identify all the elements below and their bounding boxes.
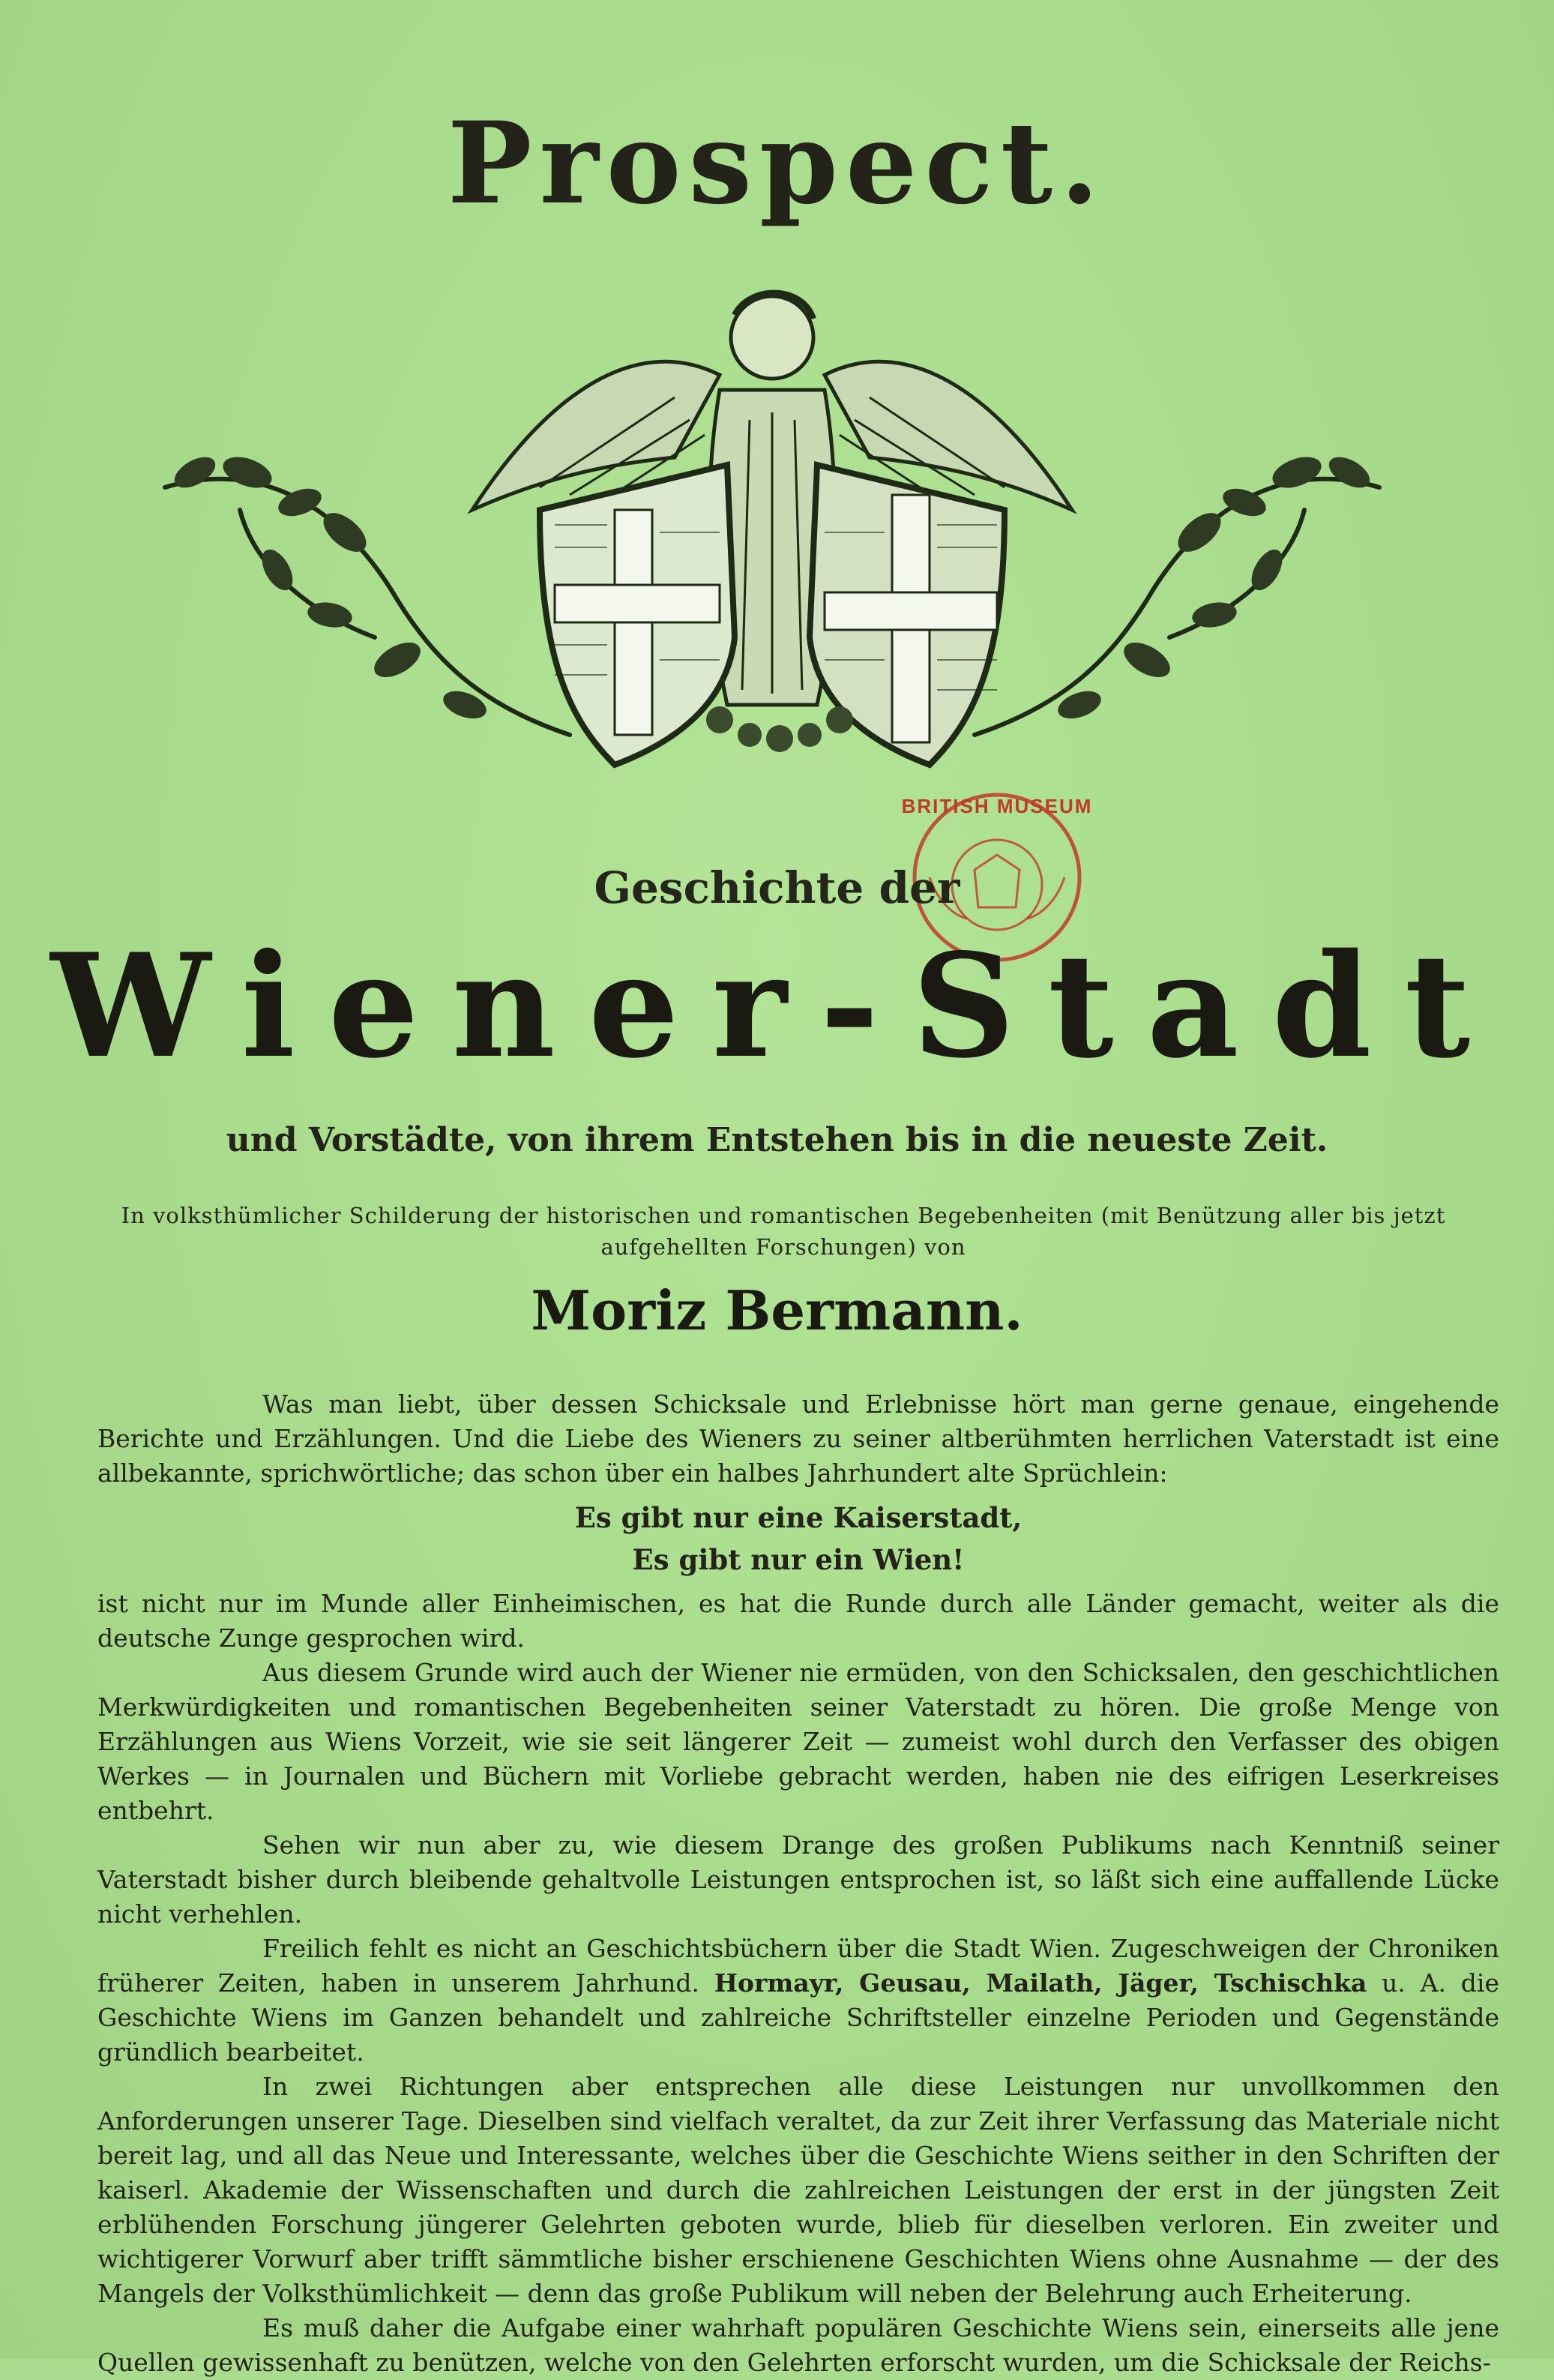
historian-names: Hormayr, Geusau, Mailath, Jäger, Tschischka bbox=[714, 1968, 1367, 1998]
paragraph-7: Es muß daher die Aufgabe einer wahrhaft populären Geschichte Wiens sein, einerseits alle jene Quellen gewissenhaft zu benützen, welche von den Gelehrten erforscht wurden, um die Schicksale der Reichs- bbox=[97, 2313, 1499, 2377]
paragraph-4: Sehen wir nun aber zu, wie diesem Drange des großen Publikums nach Kenntniß seiner Vaterstadt bisher durch bleibende gehaltvolle Leistungen entsprochen ist, so läßt sich eine auffallende Lücke nicht verhehlen. bbox=[97, 1830, 1499, 1929]
angel-coat-of-arms-illustration bbox=[150, 285, 1394, 810]
motto bbox=[97, 1497, 1499, 1581]
paragraph-5-end: u. A. die Geschichte Wiens im Ganzen behandelt und zahlreiche Schriftsteller einzelne Perioden und Gegenstände gründlich bearbeitet. bbox=[97, 1968, 1499, 2067]
main-title: Wiener-Stadt bbox=[50, 922, 1504, 1090]
intro-text: In volksthümlicher Schilderung der historischen und romantischen Begebenheiten (mit Benützung aller bis jetzt aufgehellten Forschungen) von bbox=[121, 1203, 1446, 1260]
paragraph-2: ist nicht nur im Munde aller Einheimischen, es hat die Runde durch alle Länder gemacht, weiter als die deutsche Zunge gesprochen wird. bbox=[97, 1589, 1499, 1653]
paragraph-3: Aus diesem Grunde wird auch der Wiener nie ermüden, von den Schicksalen, den geschichtlichen Merkwürdigkeiten und romantischen Begebenheiten seiner Vaterstadt zu hören. Die große Menge von Erzählungen aus Wiens Vorzeit, wie sie seit längerer Zeit — zumeist wohl durch den Verfasser des obigen Werkes — in Journalen und Büchern mit Vorliebe gebracht werden, haben nie des eifrigen Leserkreises entbehrt. bbox=[97, 1658, 1499, 1825]
motto-line-1: Es gibt nur eine Kaiserstadt, bbox=[574, 1501, 1023, 1534]
motto-line-2: Es gibt nur ein Wien! bbox=[632, 1543, 965, 1576]
paragraph-1: Was man liebt, über dessen Schicksale und Erlebnisse hört man gerne genaue, eingehende Berichte und Erzählungen. Und die Liebe des Wieners zu seiner altberühmten herrlichen Vaterstadt ist eine allbekannte, sprichwörtliche; das schon über ein halbes Jahrhundert alte Sprüchlein: bbox=[97, 1389, 1499, 1488]
paragraph-6: In zwei Richtungen aber entsprechen alle diese Leistungen nur unvollkommen den Anforderungen unserer Tage. Dieselben sind vielfach veraltet, da zur Zeit ihrer Verfassung das Materiale nicht bereit lag, und all das Neue und Interessante, welches über die Geschichte Wiens seither in den Schriften der kaiserl. Akademie der Wissenschaften und durch die zahlreichen Leistungen der erst in der jüngsten Zeit erblühenden Forschung jüngerer Gelehrten geboten wurde, blieb für dieselben verloren. Ein zweiter und wichtigerer Vorwurf aber trifft sämmtliche bisher erschienene Geschichten Wiens ohne Ausnahme — der des Mangels der Volksthümlichkeit — denn das große Publikum will neben der Belehrung auch Erheiterung. bbox=[97, 2072, 1499, 2308]
body-text bbox=[97, 1387, 1499, 2380]
author-name: Moriz Bermann. bbox=[531, 1278, 1023, 1342]
subtitle: Geschichte der bbox=[594, 862, 960, 913]
stamp-label: BRITISH MUSEUM bbox=[901, 795, 1093, 817]
paragraph-5 bbox=[97, 1932, 1499, 2070]
page-title: Prospect. bbox=[447, 97, 1107, 229]
paragraph-5-start: Freilich fehlt es nicht an Geschichtsbüchern über die Stadt Wien. Zugeschweigen der Chroniken früherer Zeiten, haben in unserem Jahrhund. bbox=[97, 1934, 1499, 1998]
tagline: und Vorstädte, von ihrem Entstehen bis in die neueste Zeit. bbox=[226, 1121, 1328, 1159]
